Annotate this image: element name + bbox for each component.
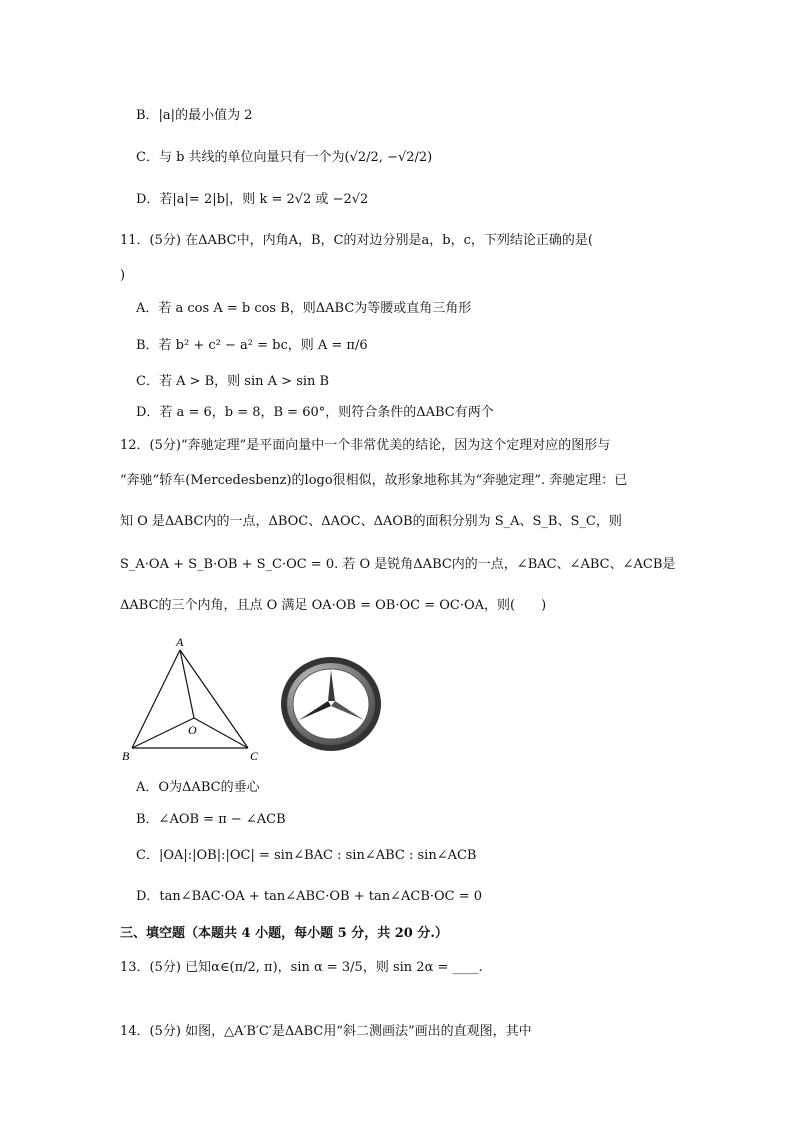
section-3-heading: 三、填空题（本题共 4 小题，每小题 5 分，共 20 分.） — [120, 926, 448, 941]
label-a: A — [176, 636, 184, 649]
triangle-figure — [118, 636, 268, 764]
q13-text: 13．(5分) 已知α∈(π/2, π)，sin α = 3/5，则 sin 2α = ____. — [120, 960, 483, 975]
label-c: C — [250, 749, 259, 763]
side-ab — [132, 650, 180, 748]
option-c-prev: C．与 b 共线的单位向量只有一个为(√2/2, −√2/2) — [136, 150, 433, 165]
q12-option-b: B．∠AOB = π − ∠ACB — [136, 812, 286, 827]
q12-option-c: C．|OA|:|OB|:|OC| = sin∠BAC : sin∠ABC : sin∠ACB — [136, 848, 477, 863]
segment-co — [194, 718, 248, 748]
q11-option-b: B．若 b² + c² − a² = bc，则 A = π/6 — [136, 338, 368, 353]
q11-option-a: A．若 a cos A = b cos B，则ΔABC为等腰或直角三角形 — [136, 301, 472, 316]
mercedes-logo-image — [278, 654, 384, 754]
label-b: B — [122, 749, 130, 763]
segment-bo — [132, 718, 194, 748]
q11-stem-line1: 11．(5分) 在ΔABC中，内角A，B，C的对边分别是a，b，c，下列结论正确的是( — [120, 233, 593, 248]
q12-line3: 知 O 是ΔABC内的一点，ΔBOC、ΔAOC、ΔAOB的面积分别为 S_A、S_B、S_C，则 — [120, 514, 622, 529]
q11-option-d: D．若 a = 6，b = 8，B = 60°，则符合条件的ΔABC有两个 — [136, 405, 494, 420]
q12-line4: S_A·OA + S_B·OB + S_C·OC = 0. 若 O 是锐角ΔABC内的一点，∠BAC、∠ABC、∠ACB是 — [120, 557, 676, 572]
q11-option-c: C．若 A > B，则 sin A > sin B — [136, 374, 330, 389]
q12-option-a: A．O为ΔABC的垂心 — [136, 780, 260, 795]
q12-line2: “奔驰”轿车(Mercedesbenz)的logo很相似，故形象地称其为“奔驰定理”. 奔驰定理：已 — [120, 473, 628, 488]
q12-line5: ΔABC的三个内角，且点 O 满足 OA·OB = OB·OC = OC·OA，则( ) — [120, 598, 547, 613]
q14-text: 14．(5分) 如图，△A′B′C′是ΔABC用“斜二测画法”画出的直观图，其中 — [120, 1024, 532, 1039]
option-d-prev: D．若|a|= 2|b|，则 k = 2√2 或 −2√2 — [136, 192, 369, 207]
q12-option-d: D．tan∠BAC·OA + tan∠ABC·OB + tan∠ACB·OC = 0 — [136, 889, 483, 904]
q11-stem-line2: ) — [120, 268, 126, 283]
label-o: O — [188, 723, 197, 737]
option-b-prev: B．|a|的最小值为 2 — [136, 108, 253, 123]
q12-line1: 12．(5分)“奔驰定理”是平面向量中一个非常优美的结论，因为这个定理对应的图形与 — [120, 438, 611, 453]
